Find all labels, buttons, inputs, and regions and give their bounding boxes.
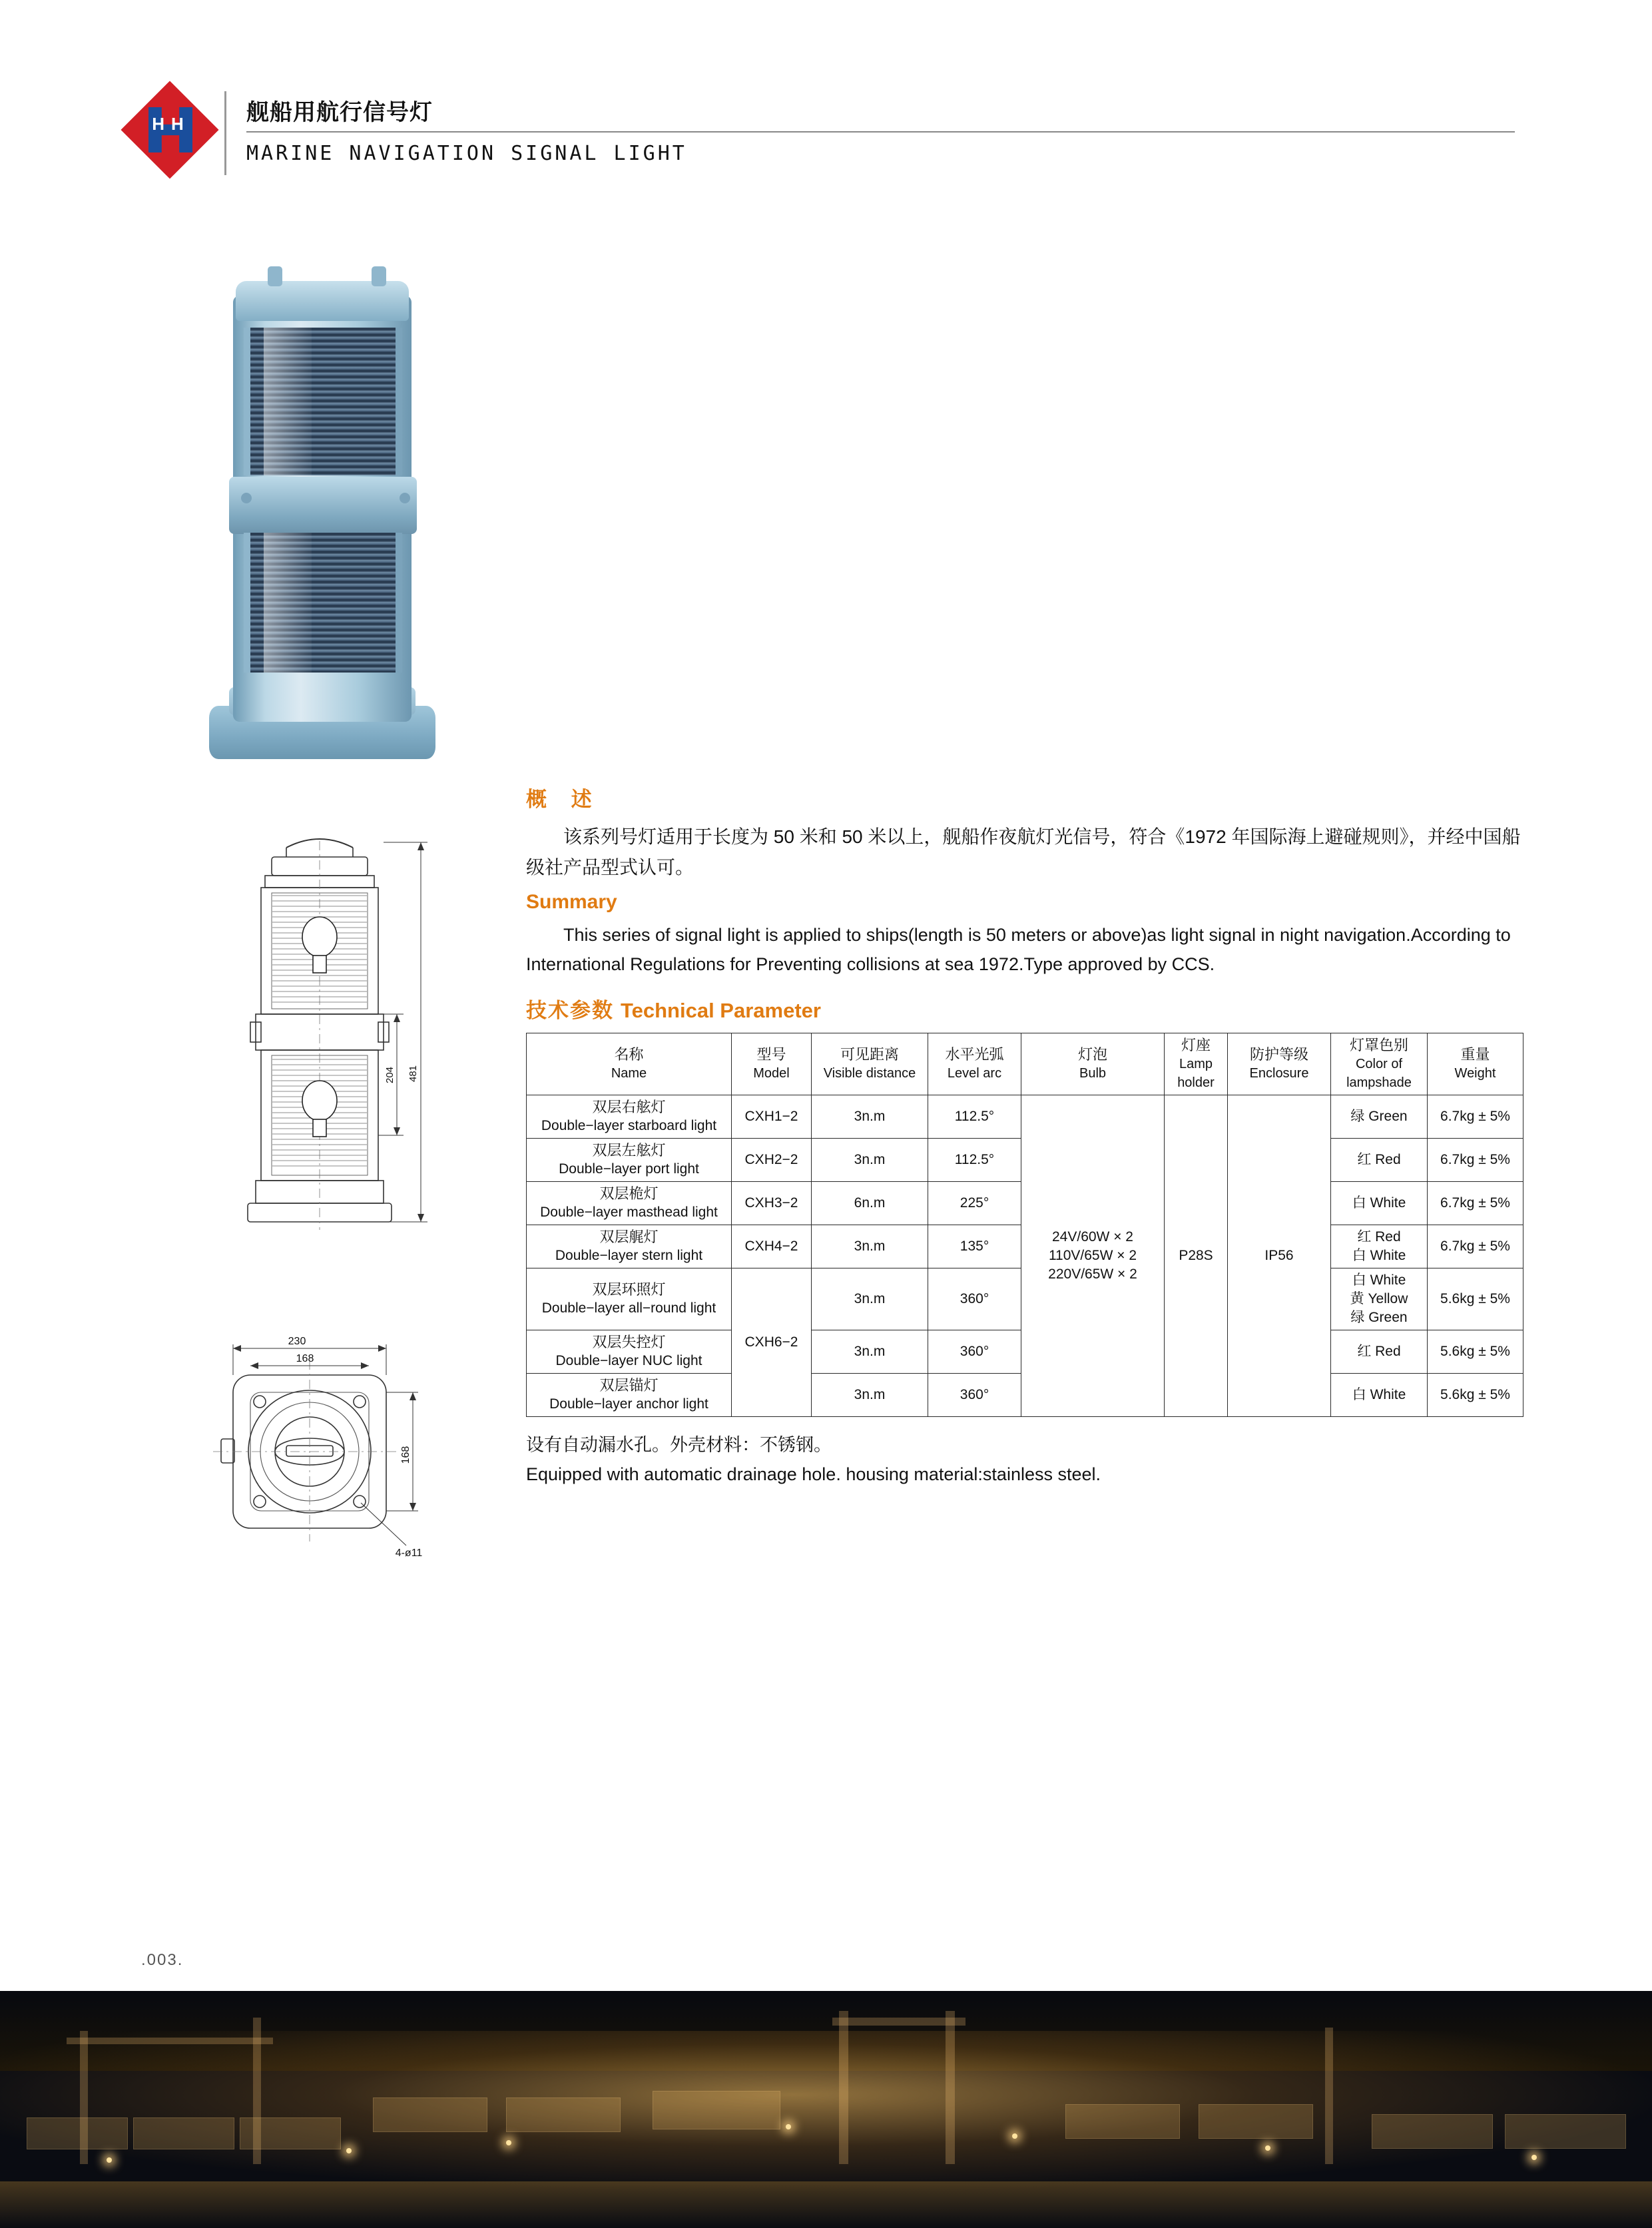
row-color: 白 White 黄 Yellow 绿 Green bbox=[1331, 1268, 1428, 1330]
row-name: 双层左舷灯 Double−layer port light bbox=[527, 1139, 732, 1182]
row-model: CXH2−2 bbox=[732, 1139, 812, 1182]
row-weight: 5.6kg ± 5% bbox=[1428, 1268, 1523, 1330]
row-arc: 112.5° bbox=[928, 1095, 1021, 1139]
technical-parameter-title bbox=[526, 993, 1525, 1023]
content-column bbox=[526, 782, 1525, 1489]
row-weight: 6.7kg ± 5% bbox=[1428, 1139, 1523, 1182]
enclosure-cell: IP56 bbox=[1228, 1095, 1331, 1417]
bulb-line-2: 110V/65W × 2 bbox=[1048, 1248, 1137, 1263]
row-model: CXH3−2 bbox=[732, 1182, 812, 1225]
footnote-cn: 设有自动漏水孔。外壳材料：不锈钢。 bbox=[526, 1435, 832, 1455]
container-9 bbox=[1372, 2114, 1493, 2149]
page-title-cn: 舰船用航行信号灯 bbox=[246, 100, 433, 125]
col-enclosure-cn: 防护等级 bbox=[1249, 1046, 1308, 1063]
col-holder-cn: 灯座 bbox=[1181, 1037, 1211, 1053]
row-weight: 5.6kg ± 5% bbox=[1428, 1330, 1523, 1374]
dim-outer-width-label: 230 bbox=[288, 1336, 306, 1347]
summary-text-cn: 该系列号灯适用于长度为 50 米和 50 米以上，舰船作夜航灯光信号，符合《1972 年国际海上避碰规则》，并经中国船级社产品型式认可。 bbox=[526, 826, 1521, 878]
col-enclosure bbox=[1228, 1033, 1331, 1095]
dim-inner-width-label: 168 bbox=[296, 1353, 314, 1364]
col-weight-cn: 重量 bbox=[1460, 1046, 1490, 1063]
col-level-arc bbox=[928, 1033, 1021, 1095]
col-name-cn: 名称 bbox=[614, 1046, 644, 1063]
lamp-knob-left bbox=[268, 266, 282, 286]
col-bulb-en: Bulb bbox=[1079, 1066, 1107, 1081]
summary-title-en: Summary bbox=[526, 891, 617, 913]
lamp-mid-band bbox=[229, 477, 417, 534]
container-10 bbox=[1505, 2114, 1626, 2149]
col-holder-en: Lamp holder bbox=[1177, 1057, 1215, 1090]
col-distance-cn: 可见距离 bbox=[840, 1046, 899, 1063]
footnote-en: Equipped with automatic drainage hole. housing material:stainless steel. bbox=[526, 1464, 1101, 1484]
table-header-row bbox=[527, 1033, 1523, 1095]
container-5 bbox=[506, 2097, 621, 2132]
summary-text-en: This series of signal light is applied to ships(length is 50 meters or above)as light signal in night navigation.According to International Regulations for Preventing collisions at sea 1972.Type approved by CCS. bbox=[526, 925, 1511, 974]
logo-letters: HH bbox=[152, 114, 190, 134]
lens-gloss-lower bbox=[264, 533, 312, 673]
row-name: 双层失控灯 Double−layer NUC light bbox=[527, 1330, 732, 1374]
footer-glow bbox=[0, 2031, 1652, 2191]
col-model-cn: 型号 bbox=[756, 1046, 786, 1063]
col-distance-en: Visible distance bbox=[823, 1066, 916, 1081]
col-color-en: Color of lampshade bbox=[1346, 1057, 1412, 1090]
dim-inner-height-label: 168 bbox=[400, 1446, 412, 1464]
bulb-line-3: 220V/65W × 2 bbox=[1048, 1266, 1137, 1282]
row-arc: 112.5° bbox=[928, 1139, 1021, 1182]
row-arc: 360° bbox=[928, 1268, 1021, 1330]
dock-light-6 bbox=[1265, 2145, 1270, 2151]
page-number: .003. bbox=[141, 1951, 184, 1969]
row-arc: 225° bbox=[928, 1182, 1021, 1225]
col-color-cn: 灯罩色别 bbox=[1349, 1037, 1408, 1053]
technical-parameter-table bbox=[526, 1033, 1523, 1417]
top-view-svg bbox=[186, 1322, 479, 1635]
crane-beam-1 bbox=[832, 2018, 965, 2026]
bulb-line-1: 24V/60W × 2 bbox=[1052, 1229, 1133, 1245]
container-6 bbox=[653, 2091, 780, 2129]
page-header bbox=[123, 90, 1521, 176]
lamp-lens-lower bbox=[244, 533, 402, 673]
header-divider bbox=[224, 91, 226, 175]
col-color bbox=[1331, 1033, 1428, 1095]
col-arc-en: Level arc bbox=[947, 1066, 1002, 1081]
technical-title-cn: 技术参数 bbox=[526, 999, 614, 1022]
row-name: 双层右舷灯 Double−layer starboard light bbox=[527, 1095, 732, 1139]
lamp-knob-right bbox=[372, 266, 386, 286]
product-photo bbox=[206, 266, 446, 759]
row-model: CXH4−2 bbox=[732, 1225, 812, 1268]
col-model-en: Model bbox=[753, 1066, 790, 1081]
dim-total-height-label: 481 bbox=[408, 1065, 419, 1082]
row-color: 白 White bbox=[1331, 1374, 1428, 1417]
row-name: 双层环照灯 Double−layer all−round light bbox=[527, 1268, 732, 1330]
dock-light-7 bbox=[1531, 2155, 1537, 2160]
technical-title-en: Technical Parameter bbox=[621, 999, 821, 1022]
col-arc-cn: 水平光弧 bbox=[945, 1046, 1004, 1063]
row-color: 红 Red bbox=[1331, 1139, 1428, 1182]
row-distance: 3n.m bbox=[812, 1095, 928, 1139]
container-7 bbox=[1065, 2104, 1180, 2139]
row-name: 双层锚灯 Double−layer anchor light bbox=[527, 1374, 732, 1417]
lamp-top-cap bbox=[236, 281, 409, 321]
row-arc: 360° bbox=[928, 1330, 1021, 1374]
row-model: CXH6−2 bbox=[732, 1268, 812, 1417]
col-bulb bbox=[1021, 1033, 1165, 1095]
table-row bbox=[527, 1095, 1523, 1139]
row-weight: 6.7kg ± 5% bbox=[1428, 1182, 1523, 1225]
col-name-en: Name bbox=[611, 1066, 647, 1081]
container-8 bbox=[1199, 2104, 1313, 2139]
container-1 bbox=[27, 2117, 128, 2149]
lamp-illustration bbox=[206, 266, 446, 759]
container-3 bbox=[240, 2117, 341, 2149]
drawing-top-view bbox=[186, 1322, 479, 1635]
row-name: 双层桅灯 Double−layer masthead light bbox=[527, 1182, 732, 1225]
row-distance: 3n.m bbox=[812, 1330, 928, 1374]
crane-beam-2 bbox=[67, 2038, 273, 2044]
col-lamp-holder bbox=[1165, 1033, 1228, 1095]
container-4 bbox=[373, 2097, 487, 2132]
row-distance: 3n.m bbox=[812, 1374, 928, 1417]
row-color: 白 White bbox=[1331, 1182, 1428, 1225]
footer-water bbox=[0, 2181, 1652, 2228]
front-view-svg bbox=[186, 822, 479, 1302]
footnote bbox=[526, 1430, 1525, 1489]
col-enclosure-en: Enclosure bbox=[1249, 1066, 1309, 1081]
hole-note-label: 4-ø11 bbox=[395, 1547, 423, 1559]
header-rule bbox=[246, 131, 1515, 133]
col-weight bbox=[1428, 1033, 1523, 1095]
lens-gloss-upper bbox=[264, 328, 312, 475]
row-distance: 3n.m bbox=[812, 1139, 928, 1182]
drawing-front-view bbox=[186, 822, 479, 1302]
summary-title-cn: 概 述 bbox=[526, 788, 601, 811]
row-weight: 6.7kg ± 5% bbox=[1428, 1225, 1523, 1268]
company-logo bbox=[123, 90, 216, 176]
row-distance: 6n.m bbox=[812, 1182, 928, 1225]
row-color: 红 Red 白 White bbox=[1331, 1225, 1428, 1268]
col-model bbox=[732, 1033, 812, 1095]
dock-light-3 bbox=[506, 2140, 511, 2145]
lamp-bolt-left bbox=[241, 493, 252, 503]
row-weight: 5.6kg ± 5% bbox=[1428, 1374, 1523, 1417]
row-name: 双层艉灯 Double−layer stern light bbox=[527, 1225, 732, 1268]
crane-mast-5 bbox=[1325, 2028, 1333, 2164]
lamp-bolt-right bbox=[400, 493, 410, 503]
footer-photo-band bbox=[0, 1991, 1652, 2228]
dock-light-5 bbox=[1012, 2133, 1017, 2139]
col-name bbox=[527, 1033, 732, 1095]
row-model: CXH1−2 bbox=[732, 1095, 812, 1139]
row-color: 红 Red bbox=[1331, 1330, 1428, 1374]
dock-light-1 bbox=[107, 2157, 112, 2163]
bulb-cell bbox=[1021, 1095, 1165, 1417]
col-weight-en: Weight bbox=[1454, 1066, 1496, 1081]
crane-mast-4 bbox=[946, 2011, 955, 2164]
crane-mast-3 bbox=[839, 2011, 848, 2164]
row-arc: 360° bbox=[928, 1374, 1021, 1417]
row-distance: 3n.m bbox=[812, 1268, 928, 1330]
lamp-holder-cell: P28S bbox=[1165, 1095, 1228, 1417]
page-title-en: MARINE NAVIGATION SIGNAL LIGHT bbox=[246, 142, 687, 165]
row-weight: 6.7kg ± 5% bbox=[1428, 1095, 1523, 1139]
row-color: 绿 Green bbox=[1331, 1095, 1428, 1139]
lamp-lens-upper bbox=[244, 328, 402, 475]
row-distance: 3n.m bbox=[812, 1225, 928, 1268]
col-bulb-cn: 灯泡 bbox=[1077, 1046, 1107, 1063]
dock-light-2 bbox=[346, 2148, 352, 2153]
dim-mid-height-label: 204 bbox=[384, 1066, 396, 1083]
col-visible-distance bbox=[812, 1033, 928, 1095]
container-2 bbox=[133, 2117, 234, 2149]
row-arc: 135° bbox=[928, 1225, 1021, 1268]
dock-light-4 bbox=[786, 2124, 791, 2129]
